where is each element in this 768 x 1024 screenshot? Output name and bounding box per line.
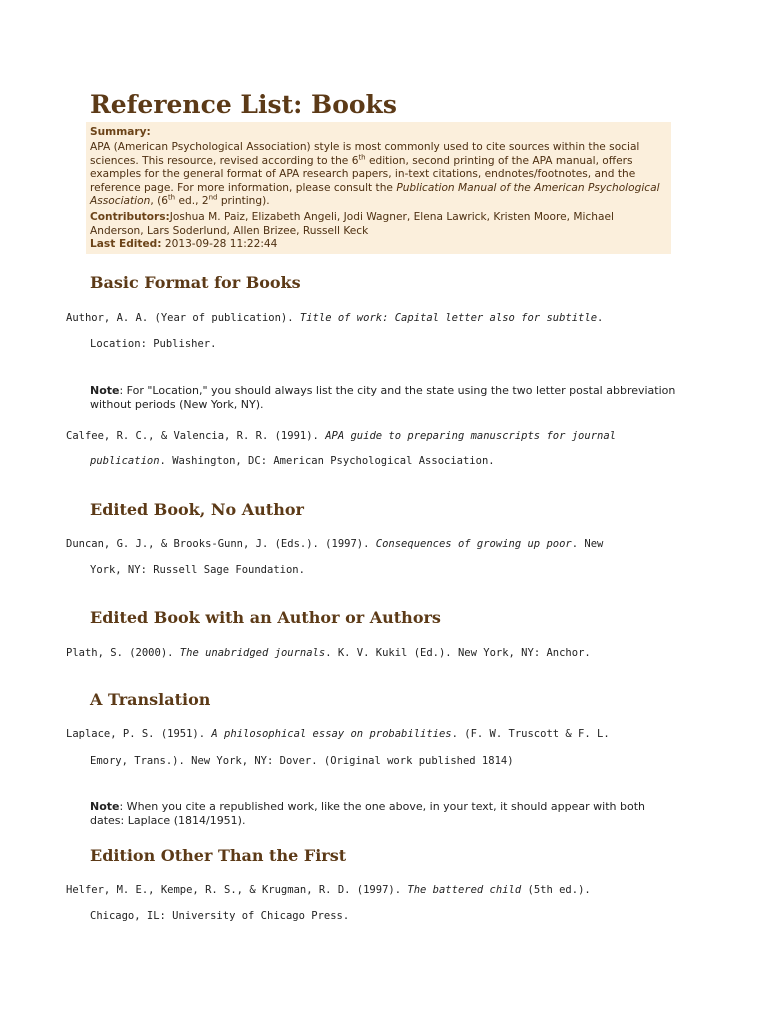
ref-title: The battered child bbox=[407, 884, 522, 896]
summary-sup-2: th bbox=[167, 193, 176, 202]
ref-title: publication bbox=[90, 455, 160, 467]
summary-text-4: ed., 2 bbox=[175, 195, 209, 208]
ref-text: Author, A. A. (Year of publication). bbox=[66, 312, 300, 324]
summary-sup-3: nd bbox=[208, 193, 218, 202]
contributors-label: Contributors: bbox=[90, 211, 170, 224]
publication-manual-title: Publication Manual of the American Psychological Association bbox=[90, 181, 660, 208]
ref-text: Duncan, G. J., & Brooks-Gunn, J. (Eds.). (1997). bbox=[66, 538, 376, 550]
summary-label bbox=[90, 126, 667, 139]
heading-edition-other-than-first: Edition Other Than the First bbox=[90, 846, 347, 865]
ref-text: . Washington, DC: American Psychological Association. bbox=[159, 455, 495, 467]
summary-text-2: edition, second printing of the APA manual, offers examples for the general format of APA research papers, in-text citations, endnotes/footnotes, and the reference page. For more information, please consult the bbox=[90, 154, 636, 194]
ref-title: Title of work: Capital letter also for subtitle bbox=[299, 312, 598, 324]
note-republished-work bbox=[90, 800, 680, 828]
reference-laplace-line-2: Emory, Trans.). New York, NY: Dover. (Original work published 1814) bbox=[90, 755, 514, 767]
ref-text: . New bbox=[571, 538, 604, 550]
reference-laplace-line-1 bbox=[66, 728, 610, 740]
last-edited-value: 2013-09-28 11:22:44 bbox=[161, 238, 278, 251]
reference-calfee-line-1 bbox=[66, 430, 616, 442]
reference-helfer-line-2: Chicago, IL: University of Chicago Press. bbox=[90, 910, 350, 922]
reference-duncan-line-1 bbox=[66, 538, 603, 550]
ref-text: (5th ed.). bbox=[521, 884, 591, 896]
heading-basic-format: Basic Format for Books bbox=[90, 273, 301, 292]
page-title: Reference List: Books bbox=[90, 90, 397, 119]
ref-title: A philosophical essay on probabilities bbox=[211, 728, 452, 740]
ref-title: The unabridged journals bbox=[179, 647, 326, 659]
reference-plath bbox=[66, 647, 591, 659]
heading-edited-book-no-author: Edited Book, No Author bbox=[90, 500, 304, 519]
reference-duncan-line-2: York, NY: Russell Sage Foundation. bbox=[90, 564, 305, 576]
ref-title: APA guide to preparing manuscripts for journal bbox=[325, 430, 616, 442]
ref-text: Plath, S. (2000). bbox=[66, 647, 180, 659]
reference-helfer-line-1 bbox=[66, 884, 591, 896]
summary-sup-1: th bbox=[358, 153, 366, 162]
summary-heading: Summary: bbox=[90, 126, 151, 138]
note-label: Note bbox=[90, 800, 120, 813]
note-location bbox=[90, 384, 680, 412]
last-edited-label: Last Edited: bbox=[90, 238, 162, 251]
ref-text: Calfee, R. C., & Valencia, R. R. (1991). bbox=[66, 430, 326, 442]
note-text: : For "Location," you should always list the city and the state using the two letter postal abbreviation without periods (New York, NY). bbox=[90, 384, 676, 411]
ref-title: Consequences of growing up poor bbox=[375, 538, 572, 550]
contributors-list: Joshua M. Paiz, Elizabeth Angeli, Jodi Wagner, Elena Lawrick, Kristen Moore, Michael Anderson, Lars Soderlund, Allen Brizee, Russell Keck bbox=[90, 211, 614, 237]
ref-text: Laplace, P. S. (1951). bbox=[66, 728, 212, 740]
summary-text-3: , (6 bbox=[150, 195, 168, 208]
note-text: : When you cite a republished work, like the one above, in your text, it should appear with both dates: Laplace (1814/1951). bbox=[90, 800, 645, 827]
heading-translation: A Translation bbox=[90, 690, 211, 709]
last-edited-line bbox=[90, 238, 667, 251]
ref-text: . (F. W. Truscott & F. L. bbox=[451, 728, 610, 740]
ref-text: . bbox=[597, 312, 604, 324]
ref-text: Helfer, M. E., Kempe, R. S., & Krugman, R. D. (1997). bbox=[66, 884, 408, 896]
ref-text: . K. V. Kukil (Ed.). New York, NY: Anchor. bbox=[325, 647, 591, 659]
heading-edited-book-with-author: Edited Book with an Author or Authors bbox=[90, 608, 441, 627]
contributors-line bbox=[90, 211, 667, 238]
reference-basic-format-line-1 bbox=[66, 312, 603, 324]
summary-box bbox=[86, 122, 671, 254]
reference-calfee-line-2 bbox=[90, 455, 495, 467]
summary-description bbox=[90, 141, 667, 208]
reference-basic-format-line-2: Location: Publisher. bbox=[90, 338, 217, 350]
note-label: Note bbox=[90, 384, 120, 397]
summary-text-5: printing). bbox=[217, 195, 270, 208]
summary-text-1: APA (American Psychological Association) style is most commonly used to cite sources within the social sciences. This resource, revised according to the 6 bbox=[90, 141, 640, 167]
